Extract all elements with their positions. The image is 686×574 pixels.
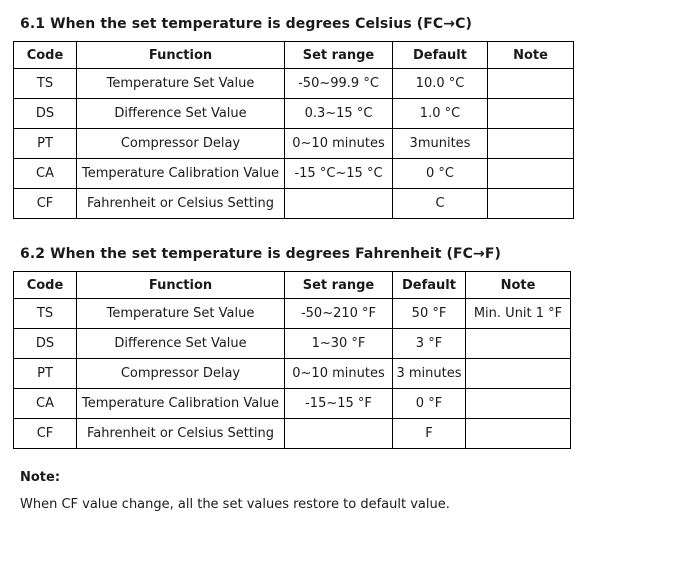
table-row-pt	[14, 359, 571, 389]
cell-function: Compressor Delay	[77, 359, 285, 389]
table-row-ts	[14, 69, 574, 99]
table-row-cf	[14, 419, 571, 449]
table-header-row	[14, 42, 574, 69]
celsius-settings-table	[13, 41, 574, 219]
cell-code: DS	[14, 329, 77, 359]
column-header-function: Function	[77, 42, 285, 69]
cell-code: PT	[14, 359, 77, 389]
cell-code: CF	[14, 189, 77, 219]
cell-set-range	[285, 419, 393, 449]
cell-code: CA	[14, 159, 77, 189]
column-header-set-range: Set range	[285, 42, 393, 69]
cell-default: 50 °F	[393, 299, 466, 329]
cell-note	[466, 389, 571, 419]
column-header-default: Default	[393, 42, 488, 69]
cell-code: CF	[14, 419, 77, 449]
cell-default: 3 minutes	[393, 359, 466, 389]
cell-code: PT	[14, 129, 77, 159]
cell-set-range: -50~99.9 °C	[285, 69, 393, 99]
cell-note	[488, 129, 574, 159]
column-header-code: Code	[14, 42, 77, 69]
cell-function: Temperature Set Value	[77, 299, 285, 329]
cell-note	[488, 99, 574, 129]
cell-function: Fahrenheit or Celsius Setting	[77, 189, 285, 219]
table-row-ds	[14, 329, 571, 359]
fahrenheit-settings-table	[13, 271, 571, 449]
cell-note	[488, 189, 574, 219]
column-header-set-range: Set range	[285, 272, 393, 299]
cell-code: DS	[14, 99, 77, 129]
section-fahrenheit	[0, 219, 686, 449]
cell-set-range: -15~15 °F	[285, 389, 393, 419]
section-celsius	[0, 0, 686, 219]
column-header-note: Note	[466, 272, 571, 299]
cell-default: 0 °F	[393, 389, 466, 419]
cell-note: Min. Unit 1 °F	[466, 299, 571, 329]
cell-set-range: 1~30 °F	[285, 329, 393, 359]
cell-set-range: 0~10 minutes	[285, 359, 393, 389]
section-title-fahrenheit: 6.2 When the set temperature is degrees Fahrenheit (FC→F)	[20, 246, 502, 262]
column-header-function: Function	[77, 272, 285, 299]
table-row-ds	[14, 99, 574, 129]
table-row-ca	[14, 389, 571, 419]
cell-code: CA	[14, 389, 77, 419]
cell-default: 0 °C	[393, 159, 488, 189]
cell-set-range	[285, 189, 393, 219]
cell-default: 3munites	[393, 129, 488, 159]
table-header-row	[14, 272, 571, 299]
cell-set-range: -15 °C~15 °C	[285, 159, 393, 189]
section-title-celsius: 6.1 When the set temperature is degrees Celsius (FC→C)	[20, 16, 472, 32]
cell-note	[488, 69, 574, 99]
cell-code: TS	[14, 69, 77, 99]
table-row-cf	[14, 189, 574, 219]
table-row-pt	[14, 129, 574, 159]
column-header-note: Note	[488, 42, 574, 69]
cell-function: Compressor Delay	[77, 129, 285, 159]
cell-note	[466, 329, 571, 359]
cell-set-range: 0.3~15 °C	[285, 99, 393, 129]
column-header-default: Default	[393, 272, 466, 299]
cell-function: Difference Set Value	[77, 99, 285, 129]
footer-note	[0, 449, 686, 512]
note-text: When CF value change, all the set values restore to default value.	[20, 497, 450, 512]
cell-default: 1.0 °C	[393, 99, 488, 129]
cell-default: 10.0 °C	[393, 69, 488, 99]
cell-set-range: -50~210 °F	[285, 299, 393, 329]
table-row-ca	[14, 159, 574, 189]
cell-function: Difference Set Value	[77, 329, 285, 359]
cell-function: Fahrenheit or Celsius Setting	[77, 419, 285, 449]
note-label: Note:	[20, 470, 61, 485]
cell-function: Temperature Calibration Value	[77, 389, 285, 419]
cell-default: F	[393, 419, 466, 449]
cell-set-range: 0~10 minutes	[285, 129, 393, 159]
cell-function: Temperature Calibration Value	[77, 159, 285, 189]
cell-code: TS	[14, 299, 77, 329]
cell-note	[488, 159, 574, 189]
cell-note	[466, 419, 571, 449]
cell-note	[466, 359, 571, 389]
cell-default: C	[393, 189, 488, 219]
cell-default: 3 °F	[393, 329, 466, 359]
table-row-ts	[14, 299, 571, 329]
column-header-code: Code	[14, 272, 77, 299]
cell-function: Temperature Set Value	[77, 69, 285, 99]
